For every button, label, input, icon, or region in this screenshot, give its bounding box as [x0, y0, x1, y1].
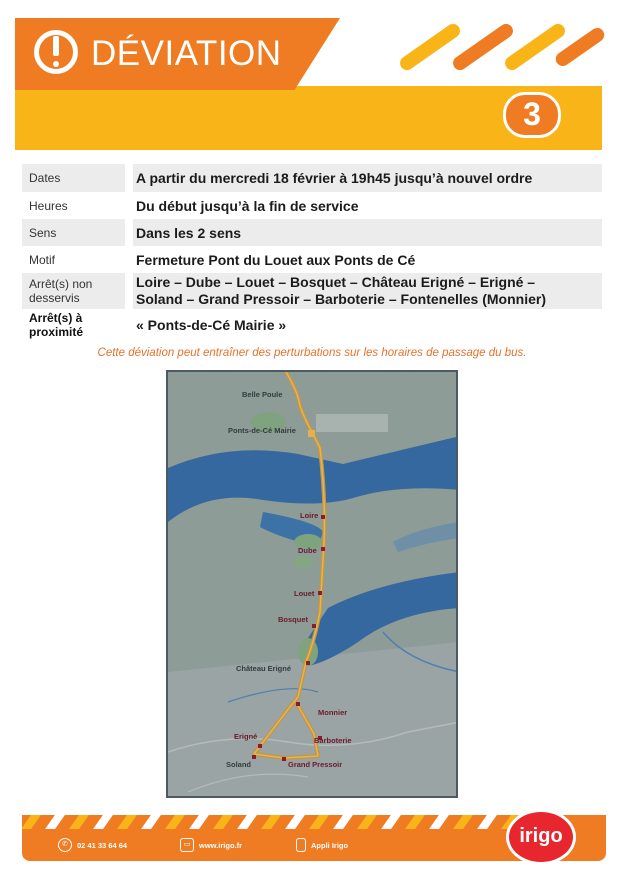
skipped-label-line1: Arrêt(s) non — [29, 277, 93, 291]
reason-value: Fermeture Pont du Louet aux Ponts de Cé — [136, 251, 416, 268]
map-label-belle-poule: Belle Poule — [242, 390, 283, 399]
skipped-label — [22, 277, 125, 305]
map-stop-erigne: Erigné — [234, 732, 258, 741]
warning-icon-bar — [53, 36, 59, 56]
dates-label: Dates — [29, 171, 61, 185]
row-skipped-stops — [22, 273, 602, 309]
map-stop-barboterie: Barboterie — [314, 736, 352, 745]
direction-value: Dans les 2 sens — [136, 224, 242, 241]
footer-phone[interactable] — [58, 838, 127, 852]
hours-value: Du début jusqu’à la fin de service — [136, 197, 359, 214]
dates-value: A partir du mercredi 18 février à 19h45 jusqu’à nouvel ordre — [136, 170, 533, 186]
skipped-value — [133, 274, 602, 308]
footer-website-text: www.irigo.fr — [199, 840, 243, 850]
map-label-overlay — [316, 414, 388, 432]
row-nearby-stops — [22, 309, 602, 341]
map-stop-loire: Loire — [300, 511, 319, 520]
map-stop-bosquet: Bosquet — [278, 615, 308, 624]
skipped-label-line2: desservis — [29, 291, 80, 305]
deviation-map — [166, 370, 458, 798]
footer-website[interactable] — [180, 838, 242, 852]
footer-app[interactable] — [296, 838, 348, 852]
row-reason — [22, 246, 602, 273]
hours-label: Heures — [29, 198, 68, 213]
map-label-ponts-de-ce-mairie: Ponts-de-Cé Mairie — [228, 426, 296, 435]
footer-app-text: Appli Irigo — [311, 840, 349, 850]
smartphone-icon — [296, 838, 306, 852]
row-direction — [22, 219, 602, 246]
page-title: DÉVIATION — [91, 34, 282, 73]
map-stop-soland: Soland — [226, 760, 252, 769]
map-stop-grand-pressoir: Grand Pressoir — [288, 760, 343, 769]
row-dates — [22, 164, 602, 192]
reason-label: Motif — [29, 252, 56, 267]
warning-icon-dot — [53, 61, 59, 67]
direction-label: Sens — [29, 225, 57, 240]
nearby-label-line1: Arrêt(s) à — [29, 311, 83, 325]
skipped-value-line2: Soland – Grand Pressoir – Barboterie – Fontenelles (Monnier) — [136, 291, 546, 307]
map-stop-monnier: Monnier — [318, 708, 348, 717]
monitor-icon: ▭ — [180, 838, 194, 852]
nearby-label — [22, 311, 125, 339]
info-table — [22, 164, 602, 341]
map-graphic — [168, 372, 458, 798]
footer-phone-text: 02 41 33 64 64 — [77, 840, 128, 850]
map-stop-dube: Dube — [298, 546, 317, 555]
map-stop-louet: Louet — [294, 589, 315, 598]
map-stop-chateau-erigne: Château Erigné — [236, 664, 292, 673]
nearby-value: « Ponts-de-Cé Mairie » — [136, 317, 287, 333]
line-number-badge: 3 — [503, 92, 561, 138]
footer-stripes — [22, 815, 542, 829]
irigo-logo: irigo — [506, 809, 576, 865]
disruption-notice: Cette déviation peut entraîner des perturbations sur les horaires de passage du bus. — [97, 347, 527, 359]
nearby-label-line2: proximité — [29, 325, 84, 339]
row-hours — [22, 192, 602, 219]
phone-icon: ✆ — [58, 838, 72, 852]
skipped-value-line1: Loire – Dube – Louet – Bosquet – Château Erigné – Erigné – — [136, 274, 536, 290]
